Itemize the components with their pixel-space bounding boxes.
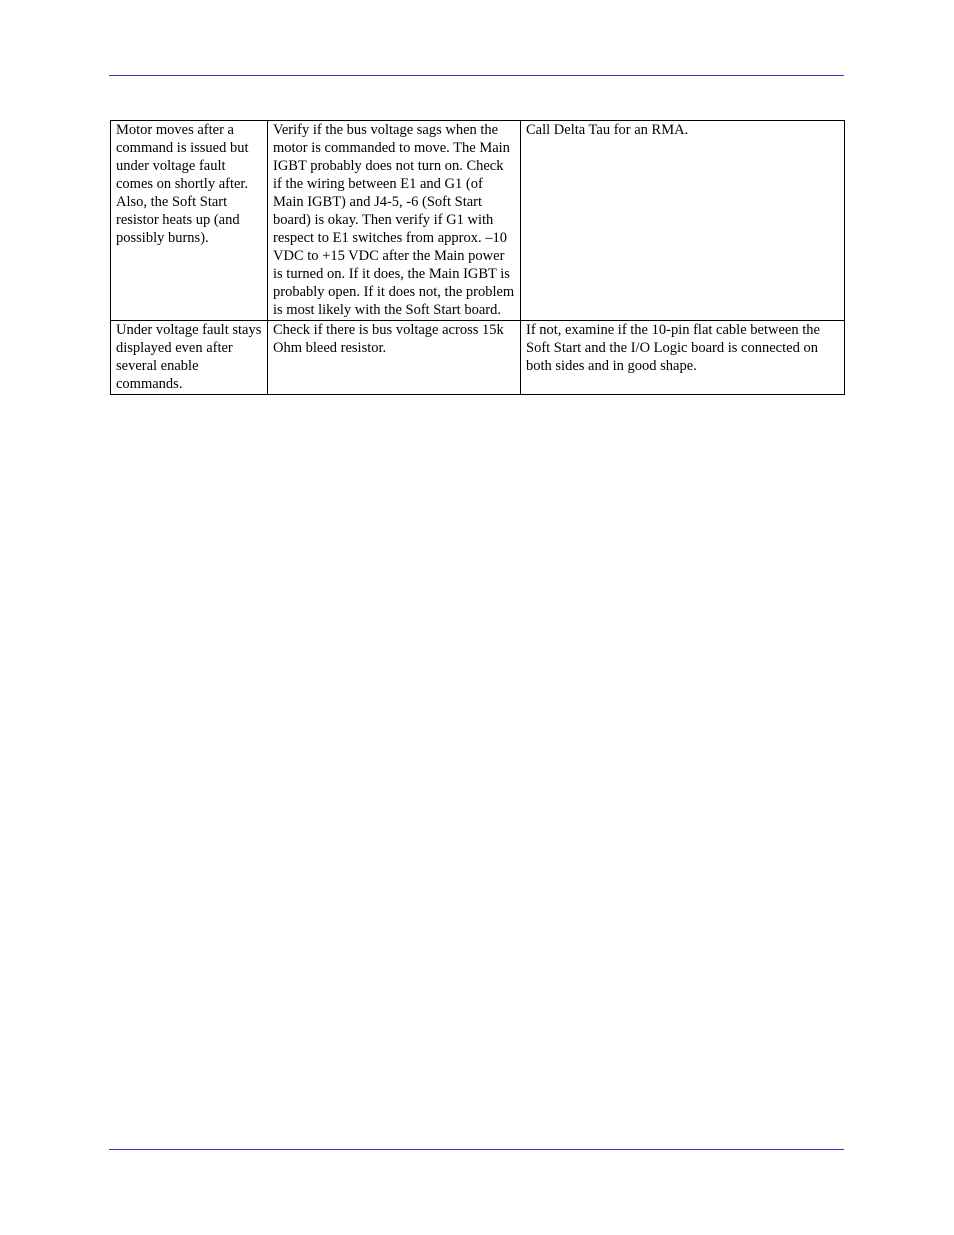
symptom-cell: Motor moves after a command is issued but under voltage fault comes on shortly after. Also, the Soft Start resistor heats up (and possibly burns). [111,121,268,321]
header-rule [109,75,844,76]
troubleshooting-table [110,120,845,395]
table-row [111,321,845,395]
table-row [111,121,845,321]
action-cell: If not, examine if the 10-pin flat cable between the Soft Start and the I/O Logic board is connected on both sides and in good shape. [521,321,845,395]
action-cell: Call Delta Tau for an RMA. [521,121,845,321]
symptom-cell: Under voltage fault stays displayed even after several enable commands. [111,321,268,395]
footer-rule [109,1149,844,1150]
check-cell: Check if there is bus voltage across 15k Ohm bleed resistor. [268,321,521,395]
check-cell: Verify if the bus voltage sags when the motor is commanded to move. The Main IGBT probably does not turn on. Check if the wiring between E1 and G1 (of Main IGBT) and J4-5, -6 (Soft Start board) is okay. Then verify if G1 with respect to E1 switches from approx. –10 VDC to +15 VDC after the Main power is turned on. If it does, the Main IGBT is probably open. If it does not, the problem is most likely with the Soft Start board. [268,121,521,321]
